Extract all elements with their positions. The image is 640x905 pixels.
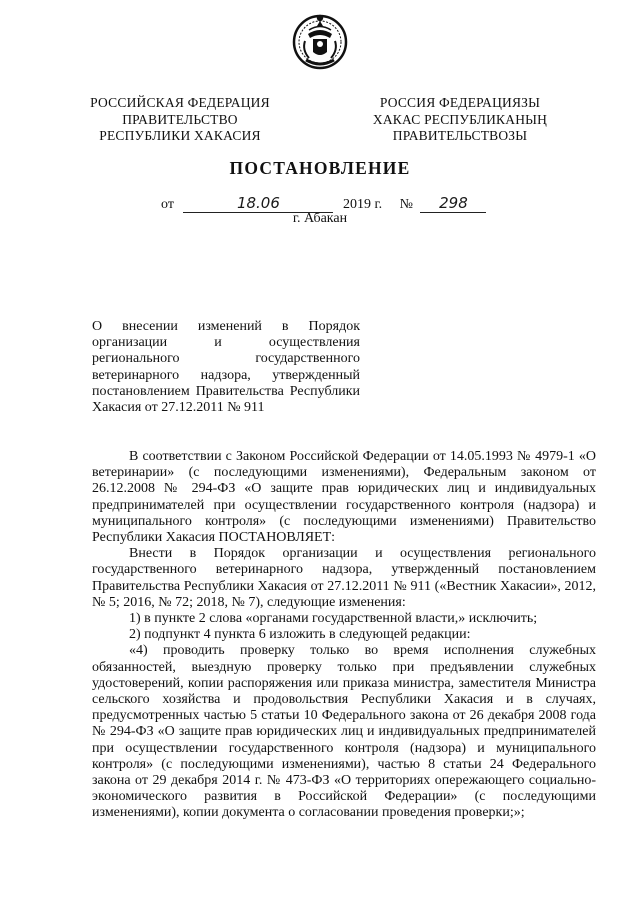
document-subject: О внесении изменений в Порядок организации и осуществления регионального государственного ветеринарного надзора, утвержденный постановлением Правительства Республики Хакасия от 27.12.2011 № 911 xyxy=(92,319,360,416)
handwritten-date: 18.06 xyxy=(183,194,333,213)
body-paragraph: В соответствии с Законом Российской Федерации от 14.05.1993 № 4979-1 «О ветеринарии» (с последующими изменениями), Федеральным законом от 26.12.2008 № 294-ФЗ «О защите прав юридических лиц и индивидуальных предпринимателей при осуществлении государственного контроля (надзора) и муниципального контроля» (с последующими изменениями) Правительство Республики Хакасия ПОСТАНОВЛЯЕТ: xyxy=(92,449,596,546)
date-prefix: от xyxy=(161,197,174,212)
header-left xyxy=(80,95,280,145)
quoted-paragraph: «4) проводить проверку только во время исполнения служебных обязанностей, выездную проверку только при предъявлении служебных удостоверений, копии распоряжения или приказа министра, заместителя Министра сельского хозяйства и продовольствия Республики Хакасия и в случаях, предусмотренных частью 5 статьи 10 Федерального закона от 26 декабря 2008 года № 294-ФЗ «О защите прав юридических лиц и индивидуальных предпринимателей при осуществлении государственного контроля (надзора) и муниципального контроля» (с последующими изменениями), частью 8 статьи 24 Федерального закона от 29 декабря 2014 г. № 473-ФЗ «О территориях опережающего социально-экономического развития в Российской Федерации» (с последующими изменениями), копии документа о согласовании проведения проверки;»; xyxy=(92,643,596,821)
handwritten-number: 298 xyxy=(420,194,486,213)
number-prefix: № xyxy=(399,197,413,212)
list-item: 1) в пункте 2 слова «органами государственной власти,» исключить; xyxy=(129,611,538,627)
list-item: 2) подпункт 4 пункта 6 изложить в следующей редакции: xyxy=(129,627,471,643)
document-title: ПОСТАНОВЛЕНИЕ xyxy=(229,158,411,178)
header-right-line: ХАКАС РЕСПУБЛИКАНЫҢ xyxy=(372,111,548,127)
year-label: 2019 г. xyxy=(342,197,383,212)
document-body xyxy=(92,449,596,822)
coat-of-arms-emblem xyxy=(289,8,351,76)
city-label: г. Абакан xyxy=(292,211,348,226)
header-right-line: РОССИЯ ФЕДЕРАЦИЯЗЫ xyxy=(379,95,541,110)
header-right-line: ПРАВИТЕЛЬСТВОЗЫ xyxy=(392,128,528,143)
header-left-line: РЕСПУБЛИКИ ХАКАСИЯ xyxy=(99,128,261,143)
header-right xyxy=(360,95,560,145)
header-left-line: ПРАВИТЕЛЬСТВО xyxy=(122,111,238,127)
header-left-line: РОССИЙСКАЯ ФЕДЕРАЦИЯ xyxy=(90,95,270,110)
body-paragraph: Внести в Порядок организации и осуществления регионального государственного ветеринарного надзора, утвержденный постановлением Правительства Республики Хакасия от 27.12.2011 № 911 («Вестник Хакасии», 2012, № 5; 2016, № 72; 2018, № 7), следующие изменения: xyxy=(92,546,596,610)
